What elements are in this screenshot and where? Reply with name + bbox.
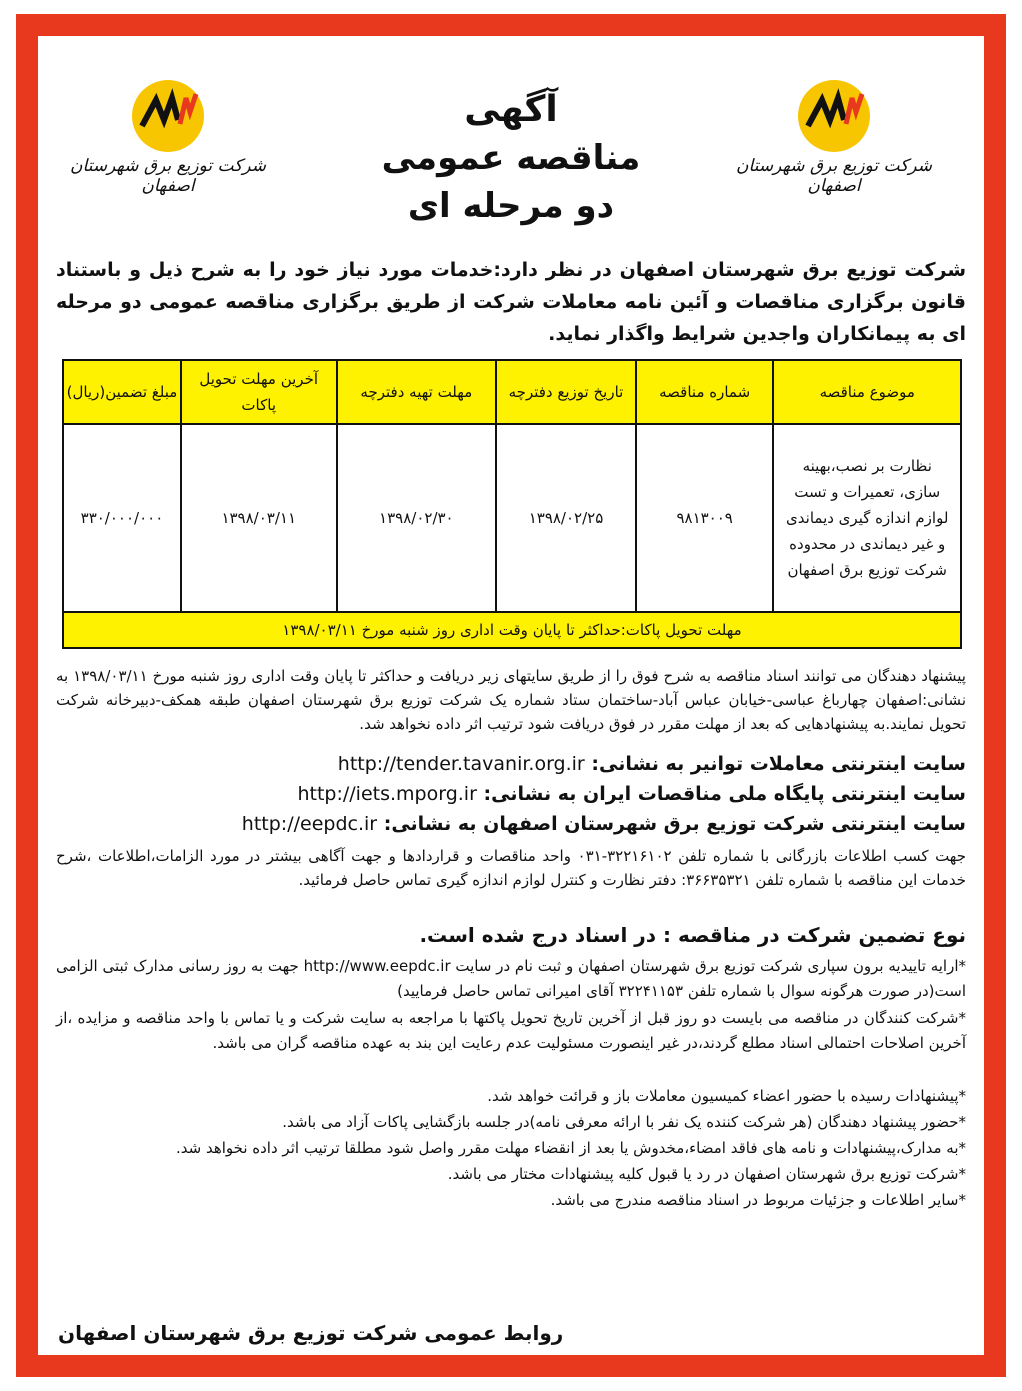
intro-paragraph: شرکت توزیع برق شهرستان اصفهان در نظر دارد:خدمات مورد نیاز خود را به شرح ذیل و باستناد قانون برگزاری مناقصات و آئین نامه معاملات شرکت از طریق برگزاری مناقصه عمومی دو مرحله ای به پیمانکاران واجدین شرایط واگذار نماید. xyxy=(56,259,966,345)
header-guarantee: مبلغ تضمین(ریال) xyxy=(63,360,181,424)
cell-guarantee: ۳۳۰/۰۰۰/۰۰۰ xyxy=(63,424,181,612)
table-footer-row xyxy=(63,612,961,648)
notice-frame xyxy=(16,14,1006,1377)
cell-distribution-date: ۱۳۹۸/۰۲/۲۵ xyxy=(496,424,636,612)
notice-content xyxy=(38,36,984,1355)
site-label: سایت اینترنتی معاملات توانیر به نشانی: xyxy=(591,753,966,775)
list-item: *شرکت کنندگان در مناقصه می بایست دو روز قبل از آخرین تاریخ تحویل پاکتها با مراجعه به سایت شرکت و یا تماس با واحد مناقصه و مزایده ،از آخرین اصلاحات احتمالی اسناد مطلع گردند،در غیر اینصورت مسئولیت عدم رعایت این بند به عهده مناقصه گران می باشد. xyxy=(56,1009,966,1052)
delivery-deadline-note: مهلت تحویل پاکات:حداکثر تا پایان وقت اداری روز شنبه مورخ ۱۳۹۸/۰۳/۱۱ xyxy=(63,612,961,648)
cell-number: ۹۸۱۳۰۰۹ xyxy=(636,424,774,612)
header-subject: موضوع مناقصه xyxy=(773,360,961,424)
title-line-1: آگهی xyxy=(464,89,558,130)
title-line-2: مناقصه عمومی xyxy=(381,138,641,178)
cell-last-delivery: ۱۳۹۸/۰۳/۱۱ xyxy=(181,424,337,612)
tender-table xyxy=(62,359,962,649)
guarantee-heading: نوع تضمین شرکت در مناقصه : در اسناد درج شده است. xyxy=(419,923,966,947)
site-eepdc xyxy=(56,810,966,838)
header-distribution-date: تاریخ توزیع دفترچه xyxy=(496,360,636,424)
logo-caption: شرکت توزیع برق شهرستان اصفهان xyxy=(736,156,932,196)
signature: روابط عمومی شرکت توزیع برق شهرستان اصفهان xyxy=(58,1321,564,1345)
contact-paragraph: جهت کسب اطلاعات بازرگانی با شماره تلفن ۳۲۲۱۶۱۰۲-۰۳۱ واحد مناقصات و قراردادها و جهت آگاهی بیشتر در مورد الزامات،اطلاعات ،شرح خدمات این مناقصه با شماره تلفن ۳۶۶۳۵۳۲۱: دفتر نظارت و کنترل لوازم اندازه گیری تماس حاصل فرمائید. xyxy=(56,847,966,889)
notice-title xyxy=(38,86,984,230)
table-row xyxy=(63,424,961,612)
header-prep-deadline: مهلت تهیه دفترچه xyxy=(337,360,497,424)
submission-paragraph: پیشنهاد دهندگان می توانند اسناد مناقصه به شرح فوق را از طریق سایتهای زیر دریافت و حداکثر تا پایان وقت اداری روز شنبه مورخ ۱۳۹۸/۰۳/۱۱ به نشانی:اصفهان چهارباغ عباسی-خیابان عباس آباد-ساختمان ستاد شماره یک شرکت توزیع برق شهرستان اصفهان طبقه همکف-دبیرخانه شرکت تحویل نمایند.به پیشنهادهایی که بعد از مهلت مقرر در فوق دریافت شود ترتیب اثر داده نخواهد شد. xyxy=(56,667,966,733)
header-last-delivery: آخرین مهلت تحویل پاکات xyxy=(181,360,337,424)
list-item: *حضور پیشنهاد دهندگان (هر شرکت کننده یک نفر با ارائه معرفی نامه)در جلسه بازگشایی پاکات آزاد می باشد. xyxy=(282,1113,966,1131)
table-header-row xyxy=(63,360,961,424)
list-item: *سایر اطلاعات و جزئیات مربوط در اسناد مناقصه مندرج می باشد. xyxy=(550,1191,966,1209)
site-url-link[interactable]: http://iets.mporg.ir xyxy=(297,783,477,805)
cell-prep-deadline: ۱۳۹۸/۰۲/۳۰ xyxy=(337,424,497,612)
site-tavanir xyxy=(56,750,966,778)
list-item: *پیشنهادات رسیده با حضور اعضاء کمیسیون معاملات باز و قرائت خواهد شد. xyxy=(487,1087,966,1105)
site-url-link[interactable]: http://tender.tavanir.org.ir xyxy=(337,753,585,775)
site-label: سایت اینترنتی پایگاه ملی مناقصات ایران به نشانی: xyxy=(483,783,966,805)
site-url-link[interactable]: http://eepdc.ir xyxy=(241,813,378,835)
cell-subject: نظارت بر نصب،بهینه سازی، تعمیرات و تست لوازم اندازه گیری دیماندی و غیر دیماندی در محدوده شرکت توزیع برق اصفهان xyxy=(773,424,961,612)
title-line-3: دو مرحله ای xyxy=(407,186,615,226)
site-iets xyxy=(56,780,966,808)
list-item: *شرکت توزیع برق شهرستان اصفهان در رد یا قبول کلیه پیشنهادات مختار می باشد. xyxy=(447,1165,966,1183)
header-number: شماره مناقصه xyxy=(636,360,774,424)
site-label: سایت اینترنتی شرکت توزیع برق شهرستان اصفهان به نشانی: xyxy=(383,813,966,835)
logo-caption: شرکت توزیع برق شهرستان اصفهان xyxy=(70,156,266,196)
list-item: *ارایه تاییدیه برون سپاری شرکت توزیع برق شهرستان اصفهان و ثبت نام در سایت http://www.eepdc.ir جهت به روز رسانی مدارک ثبتی الزامی است(در صورت هرگونه سوال با شماره تلفن ۳۲۲۴۱۱۵۳ آقای امیرانی تماس حاصل فرمایید) xyxy=(56,957,966,1000)
list-item: *به مدارک،پیشنهادات و نامه های فاقد امضاء،مخدوش یا بعد از انقضاء مهلت مقرر واصل شود مطلقا ترتیب اثر داده نخواهد شد. xyxy=(175,1139,966,1157)
